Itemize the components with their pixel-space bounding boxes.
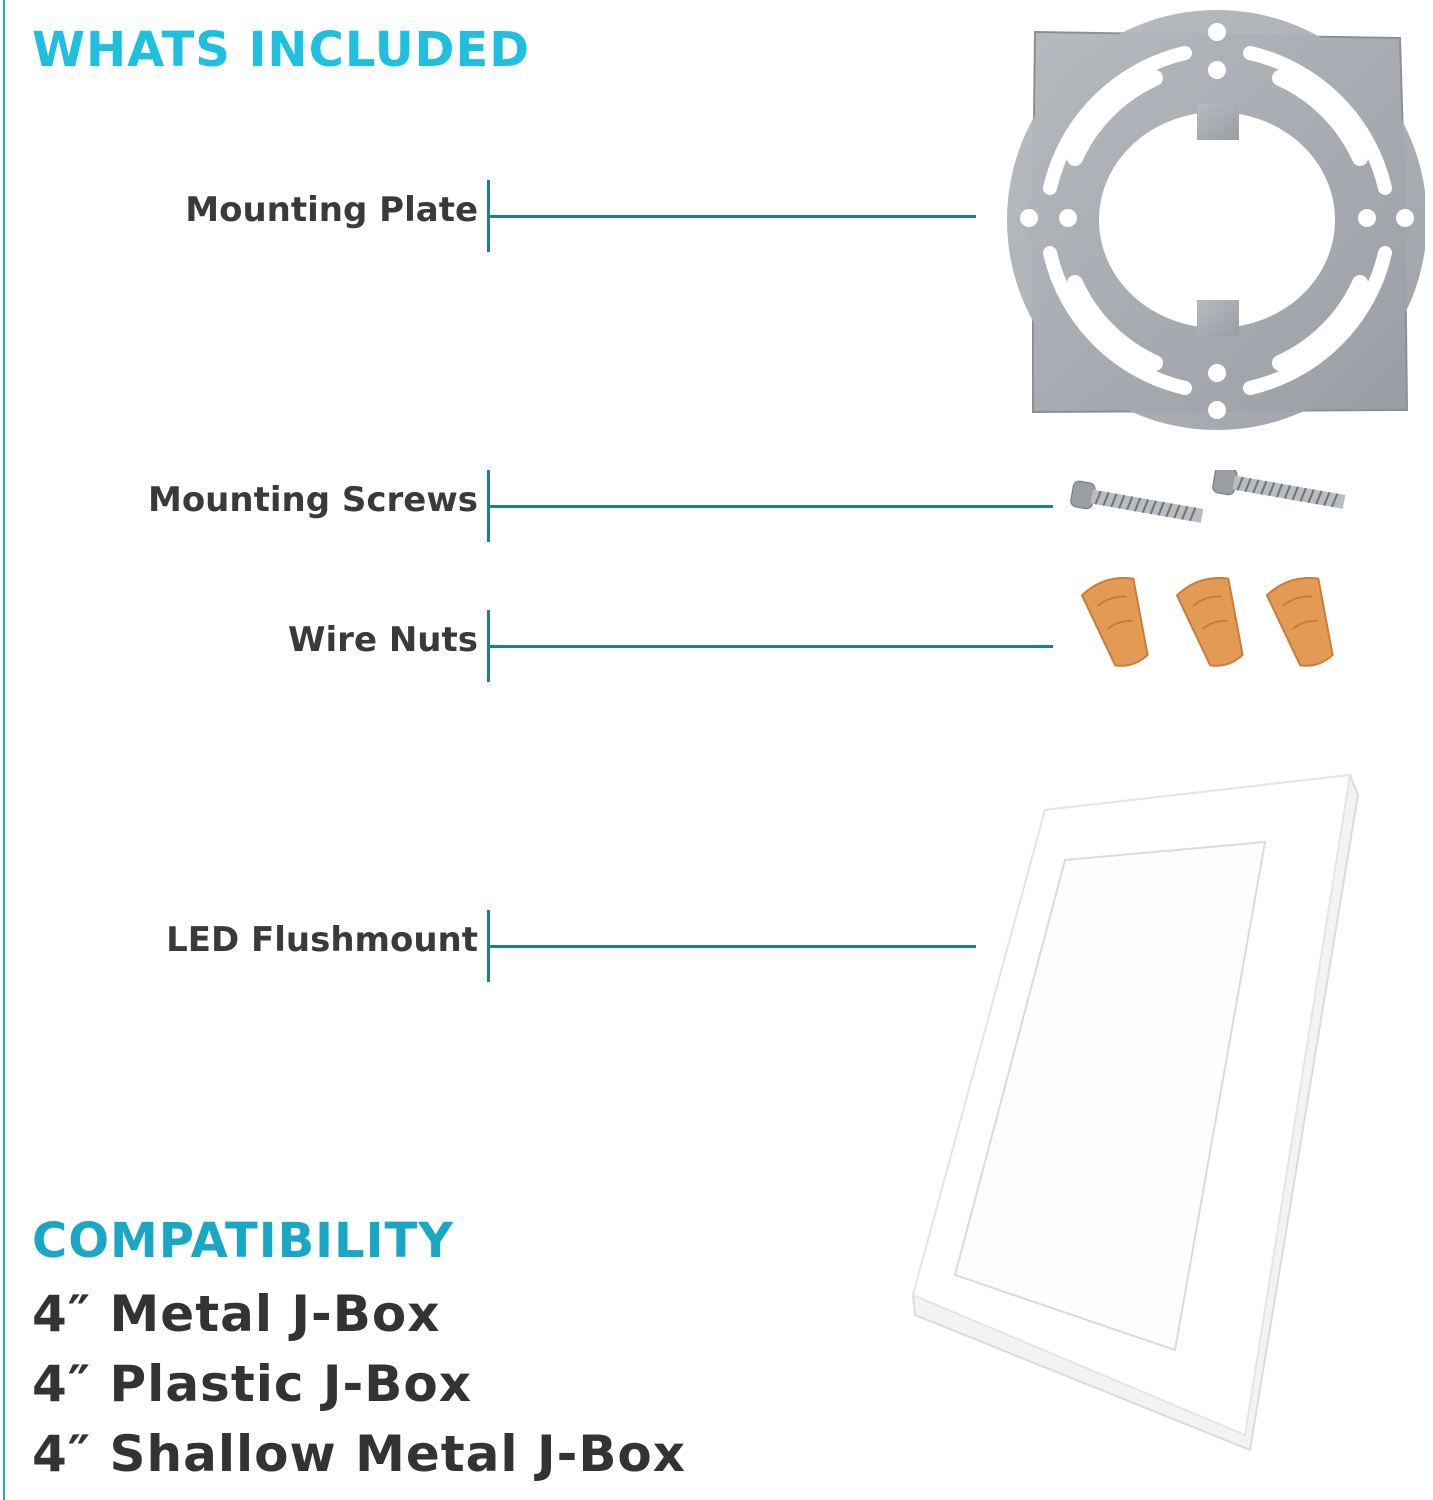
- connector-line: [490, 215, 976, 218]
- compatibility-entry: 4″ Shallow Metal J-Box: [32, 1425, 687, 1483]
- led-flushmount-icon: [905, 770, 1365, 1460]
- item-label-wire-nuts: Wire Nuts: [288, 620, 478, 660]
- connector-line: [490, 645, 1053, 648]
- screw-icon: [1065, 470, 1355, 545]
- item-label-led-flushmount: LED Flushmount: [166, 920, 478, 960]
- compatibility-entry: 4″ Metal J-Box: [32, 1285, 441, 1343]
- item-label-mounting-plate: Mounting Plate: [185, 190, 478, 230]
- item-label-mounting-screws: Mounting Screws: [147, 480, 478, 520]
- left-accent-rule: [3, 0, 5, 1500]
- section-title: WHATS INCLUDED: [32, 22, 531, 78]
- compatibility-title: COMPATIBILITY: [32, 1213, 454, 1269]
- mounting-plate-icon: [1005, 8, 1425, 438]
- connector-line: [490, 945, 976, 948]
- compatibility-entry: 4″ Plastic J-Box: [32, 1355, 472, 1413]
- connector-line: [490, 505, 1053, 508]
- wire-nut-icon: [1075, 570, 1360, 680]
